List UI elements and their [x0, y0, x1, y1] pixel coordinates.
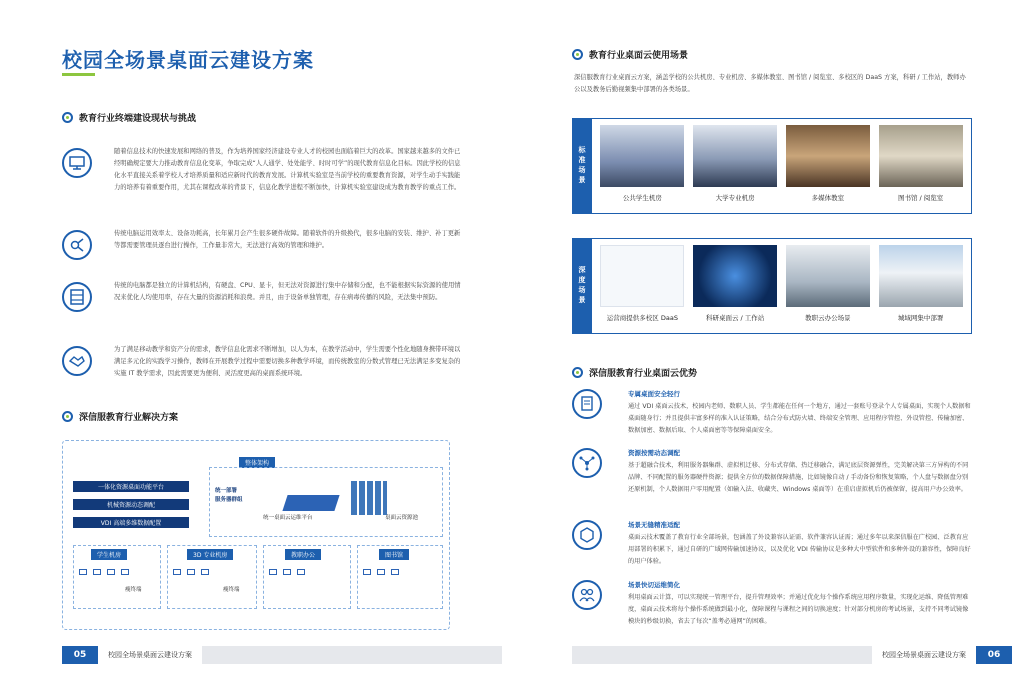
- scene-caption: 运营商提供多校区 DaaS: [606, 314, 678, 322]
- page-number: 05: [62, 646, 98, 664]
- section-bullet-icon: [62, 411, 73, 422]
- hexagon-icon: [572, 520, 602, 550]
- section-title: 深信服教育行业桌面云优势: [589, 369, 698, 379]
- library-photo: [879, 125, 963, 187]
- terminal-icon: [121, 569, 129, 575]
- page-number: 06: [976, 646, 1012, 664]
- monitor-icon: [62, 148, 92, 178]
- advantage-item: [572, 448, 972, 496]
- campus-building-photo: [879, 245, 963, 307]
- challenge-item: [62, 344, 462, 380]
- terminal-icon: [173, 569, 181, 575]
- section-title: 深信服教育行业解决方案: [79, 413, 179, 423]
- section-bullet-icon: [572, 367, 583, 378]
- page-footer: [572, 646, 1012, 664]
- terminal-icon: [269, 569, 277, 575]
- advantage-content: [628, 580, 972, 628]
- zone-label: 图书馆: [379, 549, 409, 560]
- section-heading-advantages: [572, 366, 697, 379]
- terminal-icon: [283, 569, 291, 575]
- challenge-text: 传统的电脑都是独立的计算机结构，有硬盘、CPU、显卡，但无法对资源进行集中存储和分配，也不能根据实际资源的使用情况来优化人均使用率，存在大量的资源消耗和浪费。并且，由于设备单独管理，存在病毒传播的风险，无法集中预防。: [114, 282, 461, 301]
- scene-item: [600, 125, 684, 207]
- terminal-icon: [363, 569, 371, 575]
- arch-left-label: 机械资源动态调配: [73, 499, 189, 510]
- section-bullet-icon: [572, 49, 583, 60]
- scene-item: [786, 245, 870, 327]
- terminal-icon: [79, 569, 87, 575]
- advantage-title: 专属桌面安全轻行: [628, 390, 680, 398]
- advantage-content: [628, 448, 972, 496]
- advantage-text: 通过 VDI 桌面云技术，校园内老师、数职人员、学生都能在任何一个地方，通过一套账号登录个人专属桌面，实现个人数据和桌面随身行；并且提供丰富多样的准入认证策略，结合分布式防火墙、终端安全管理、应用程序管控、外设管控、传输加密、数据加密、数据后取、个人桌面密等等保障桌面安全。: [628, 403, 971, 434]
- advantage-text: 基于超融合技术，利用服务器集群、虚拟机迁移、分布式存储、热迁移融合，满足底层资源弹性，完美解决第三方异构的不同品牌、不同配置的服务器硬件资源；提供全方位的数据保障措施，比如镜像自动 / 手动备份和恢复策略，个人盘与数据盘分别还原机制，个人数据用户零用配置（如输入法、收藏夹、Windows 桌面等）在重启虚拟机后仍被保留，提高用户办公效率。: [628, 462, 969, 493]
- multimedia-classroom-photo: [786, 125, 870, 187]
- scene-tag: 深度场景: [572, 238, 592, 334]
- terminal-icon: [391, 569, 399, 575]
- terminal-icon: [201, 569, 209, 575]
- advantage-item: [572, 520, 972, 568]
- scene-item: [786, 125, 870, 207]
- thin-client-label: 瘦终端: [125, 587, 142, 593]
- scene-caption: 公共学生机房: [622, 194, 662, 202]
- page-footer: [62, 646, 502, 664]
- scene-item: [693, 245, 777, 327]
- zone-label: 3D 专业机房: [187, 549, 233, 560]
- scene-item: [879, 245, 963, 327]
- scene-item: [879, 125, 963, 207]
- scene-caption: 科研桌面云 / 工作站: [705, 314, 765, 322]
- scene-item: [600, 245, 684, 327]
- advantage-text: 桌面云技术覆盖了教育行业全部场景，包涵盖了外设兼容认证需、软件兼容认证需；通过多年以来深信服在广校园、泛教育应用部署的积累下，通过自研的广域网传输加速协议，以及优化 VDI 传输协议是多种大中型软件和多种外设的兼容性，保障良好的用户体验。: [628, 534, 971, 565]
- shield-doc-icon: [572, 389, 602, 419]
- section-title: 教育行业终端建设现状与挑战: [79, 114, 197, 124]
- carrier-logo-image: [600, 245, 684, 307]
- arch-platform-label: 统一桌面云运维平台: [263, 515, 313, 521]
- advantage-text: 利用桌面云计算，可以实现统一管理平台，提升管理效率；并通过优化每个操作系统应用程序数量，实现化运维、降低管理难度，桌面云技术将每个操作系统做到最小化，保障课程与课程之间的切换速度；针对部分机房的考试场景，支持不同考试镜像模块的秒级切换，省去了每次“盖考必通网”的困难。: [628, 594, 969, 625]
- computer-lab-photo: [600, 125, 684, 187]
- people-icon: [572, 580, 602, 610]
- arch-mgmt-label: 统一部署 服务器群组: [215, 488, 243, 503]
- research-workstation-photo: [693, 245, 777, 307]
- footer-title: 校园全场景桌面云建设方案: [882, 651, 966, 659]
- terminal-icon: [297, 569, 305, 575]
- section-bullet-icon: [62, 112, 73, 123]
- section-title: 教育行业桌面云使用场景: [589, 51, 689, 61]
- office-photo: [786, 245, 870, 307]
- network-icon: [572, 448, 602, 478]
- advantage-title: 场景快切运维简化: [628, 581, 680, 589]
- advantage-title: 资源按需动态调配: [628, 449, 680, 457]
- challenge-item: [62, 146, 462, 194]
- architecture-diagram: [62, 440, 450, 630]
- scene-caption: 图书馆 / 阅览室: [897, 194, 944, 202]
- arch-left-label: 一体化资源桌面功能平台: [73, 481, 189, 492]
- professional-lab-photo: [693, 125, 777, 187]
- arch-top-label: 整体架构: [239, 457, 275, 468]
- section-heading-solution: [62, 410, 178, 423]
- deep-scenarios: [572, 238, 972, 334]
- wrench-gear-icon: [62, 230, 92, 260]
- title-accent-rule: [62, 73, 95, 76]
- server-icon: [282, 495, 339, 511]
- scene-caption: 多媒体教室: [811, 194, 845, 202]
- terminal-icon: [187, 569, 195, 575]
- scene-body: [592, 118, 972, 214]
- scene-body: [592, 238, 972, 334]
- zone-label: 教职办公: [285, 549, 321, 560]
- arch-left-label: VDI 高端多维数据配置: [73, 517, 189, 528]
- footer-bar: [572, 646, 872, 664]
- terminal-icon: [93, 569, 101, 575]
- scene-caption: 城域网集中部署: [897, 314, 944, 322]
- standard-scenarios: [572, 118, 972, 214]
- right-page: [512, 0, 1024, 695]
- scenario-intro: 深信服教育行业桌面云方案，涵盖学校的公共机房、专业机房、多媒体教室、图书馆 / 阅览室、多校区的 DaaS 方案，科研 / 工作站，教师办公以及教务后勤视频集中部署的各类场景。: [574, 74, 966, 93]
- section-heading-challenges: [62, 111, 196, 124]
- scene-item: [693, 125, 777, 207]
- section-heading-scenarios: [572, 48, 688, 61]
- server-rack-icon: [351, 481, 387, 515]
- footer-bar: [202, 646, 502, 664]
- advantage-content: [628, 389, 972, 437]
- cabinet-icon: [62, 282, 92, 312]
- zone-label: 学生机房: [91, 549, 127, 560]
- advantage-title: 场景无缝精准适配: [628, 521, 680, 529]
- thin-client-label: 瘦终端: [223, 587, 240, 593]
- scene-tag: 标准场景: [572, 118, 592, 214]
- advantage-content: [628, 520, 972, 568]
- footer-title: 校园全场景桌面云建设方案: [108, 651, 192, 659]
- scene-caption: 教职云办公场景: [805, 314, 851, 322]
- challenge-text: 传统电脑运用效率太、设备功耗高，长年累月会产生很多硬件故障。随着软件的升级换代，很多电脑的安装、维护、补丁更新等都需要管理员逐台进行操作，工作量非常大，无法进行高效的管理和维护。: [114, 230, 461, 249]
- advantage-item: [572, 389, 972, 437]
- arch-cloud-label: 桌面云资源池: [385, 515, 419, 521]
- page-title: 校园全场景桌面云建设方案: [62, 48, 314, 72]
- terminal-icon: [377, 569, 385, 575]
- challenge-item: [62, 280, 462, 312]
- challenge-text: 为了满足移动教学和资产分的需求，教学信息化需求不断增加，以人为本，在教学活动中，学生需要个性化地随身携带环境以满足多元化的实践学习操作，教师在开展教学过程中需要切换多种教学环境，而传统教室的分数式管理已无法满足多变复杂的实施 IT 教学需求，因此需要更为便利、灵活度更高的桌面系统环境。: [114, 346, 461, 377]
- handshake-icon: [62, 346, 92, 376]
- challenge-item: [62, 228, 462, 260]
- terminal-icon: [107, 569, 115, 575]
- challenge-text: 随着信息技术的快速发展和网络的普及，作为培养国家经济建设专业人才的校园也面临着巨大的改革。国家越来越多的文件已经明确规定要大力推动教育信息化变革，争取完成“人人通学、处处能学、时时可学”的现代教育信息化目标。因此学校的信息化水平直接关系着学校人才培养质量和适应新时代的教育发展。计算机实验室是当前学校的重要教育资源，对学生动手实践能力的培养有着重要作用，尤其在课程改革的背景下，信息化教学进程不断加快，计算机实验室建设成为教育教学的重点工作。: [114, 148, 461, 191]
- advantage-item: [572, 580, 972, 628]
- scene-caption: 大学专业机房: [715, 194, 755, 202]
